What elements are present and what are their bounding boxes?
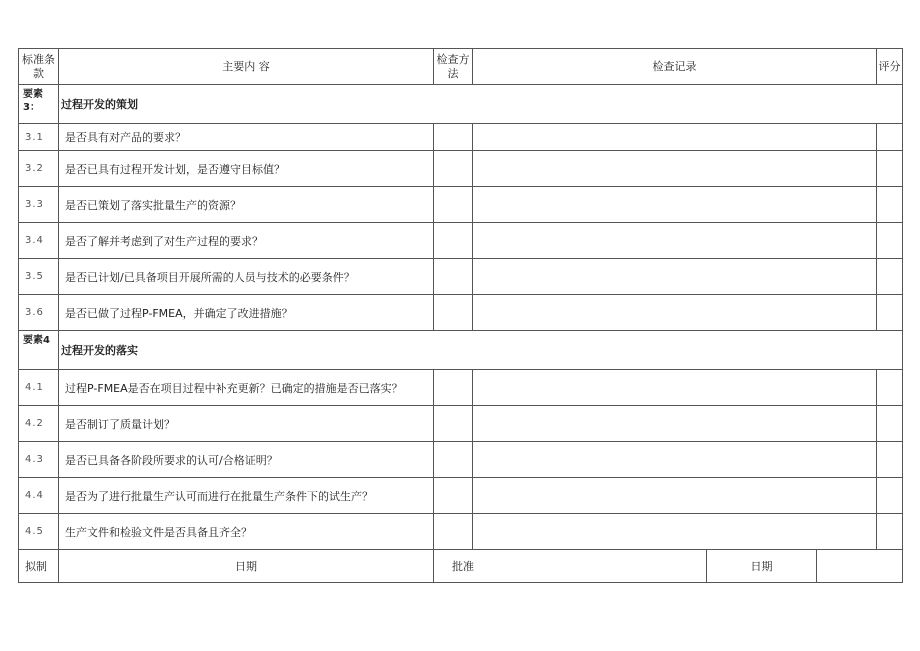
table-row bbox=[19, 442, 903, 478]
header-clause: 标准条款 bbox=[19, 49, 59, 85]
item-question: 是否具有对产品的要求？ bbox=[59, 124, 434, 151]
header-row bbox=[19, 49, 903, 85]
table-row bbox=[19, 223, 903, 259]
record-cell[interactable] bbox=[473, 187, 877, 223]
section-row bbox=[19, 85, 903, 124]
record-cell[interactable] bbox=[473, 151, 877, 187]
approved-date-field[interactable] bbox=[817, 550, 903, 583]
item-number: 3.6 bbox=[19, 295, 59, 331]
table-row bbox=[19, 406, 903, 442]
item-number: 4.5 bbox=[19, 514, 59, 550]
table-row bbox=[19, 151, 903, 187]
record-cell[interactable] bbox=[473, 259, 877, 295]
record-cell[interactable] bbox=[473, 514, 877, 550]
score-cell[interactable] bbox=[877, 259, 903, 295]
score-cell[interactable] bbox=[877, 295, 903, 331]
item-question: 是否已计划/已具备项目开展所需的人员与技术的必要条件？ bbox=[59, 259, 434, 295]
score-cell[interactable] bbox=[877, 514, 903, 550]
audit-checklist-table bbox=[18, 48, 903, 583]
method-cell[interactable] bbox=[434, 187, 473, 223]
score-cell[interactable] bbox=[877, 478, 903, 514]
score-cell[interactable] bbox=[877, 370, 903, 406]
method-cell[interactable] bbox=[434, 124, 473, 151]
score-cell[interactable] bbox=[877, 187, 903, 223]
section-code: 要素4 bbox=[19, 331, 59, 370]
method-cell[interactable] bbox=[434, 406, 473, 442]
item-number: 4.4 bbox=[19, 478, 59, 514]
table-row bbox=[19, 259, 903, 295]
record-cell[interactable] bbox=[473, 406, 877, 442]
header-method: 检查方法 bbox=[434, 49, 473, 85]
method-cell[interactable] bbox=[434, 478, 473, 514]
item-number: 4.1 bbox=[19, 370, 59, 406]
header-score: 评分 bbox=[877, 49, 903, 85]
header-content: 主要内 容 bbox=[59, 49, 434, 85]
score-cell[interactable] bbox=[877, 124, 903, 151]
item-question: 生产文件和检验文件是否具备且齐全？ bbox=[59, 514, 434, 550]
signature-row bbox=[19, 550, 903, 583]
record-cell[interactable] bbox=[473, 478, 877, 514]
section-row bbox=[19, 331, 903, 370]
record-cell[interactable] bbox=[473, 370, 877, 406]
score-cell[interactable] bbox=[877, 406, 903, 442]
item-question: 是否了解并考虑到了对生产过程的要求？ bbox=[59, 223, 434, 259]
score-cell[interactable] bbox=[877, 223, 903, 259]
prepared-label: 拟制 bbox=[19, 550, 59, 583]
item-question: 是否已做了过程P-FMEA，并确定了改进措施？ bbox=[59, 295, 434, 331]
method-cell[interactable] bbox=[434, 151, 473, 187]
section-title: 过程开发的落实 bbox=[59, 331, 903, 370]
score-cell[interactable] bbox=[877, 442, 903, 478]
item-number: 3.2 bbox=[19, 151, 59, 187]
record-cell[interactable] bbox=[473, 442, 877, 478]
table-row bbox=[19, 514, 903, 550]
table-row bbox=[19, 295, 903, 331]
item-number: 4.3 bbox=[19, 442, 59, 478]
approved-label: 批准 bbox=[434, 550, 707, 583]
item-number: 3.4 bbox=[19, 223, 59, 259]
table-row bbox=[19, 124, 903, 151]
method-cell[interactable] bbox=[434, 259, 473, 295]
record-cell[interactable] bbox=[473, 295, 877, 331]
item-question: 是否已策划了落实批量生产的资源？ bbox=[59, 187, 434, 223]
table-row bbox=[19, 478, 903, 514]
item-number: 3.1 bbox=[19, 124, 59, 151]
item-number: 3.5 bbox=[19, 259, 59, 295]
item-question: 是否为了进行批量生产认可而进行在批量生产条件下的试生产？ bbox=[59, 478, 434, 514]
item-question: 是否已具有过程开发计划，是否遵守目标值？ bbox=[59, 151, 434, 187]
approved-date-label: 日期 bbox=[707, 550, 817, 583]
section-title: 过程开发的策划 bbox=[59, 85, 903, 124]
prepared-date-label: 日期 bbox=[59, 550, 434, 583]
item-number: 4.2 bbox=[19, 406, 59, 442]
record-cell[interactable] bbox=[473, 223, 877, 259]
item-question: 是否制订了质量计划？ bbox=[59, 406, 434, 442]
method-cell[interactable] bbox=[434, 514, 473, 550]
section-code: 要素3： bbox=[19, 85, 59, 124]
method-cell[interactable] bbox=[434, 223, 473, 259]
header-record: 检查记录 bbox=[473, 49, 877, 85]
method-cell[interactable] bbox=[434, 442, 473, 478]
item-question: 是否已具备各阶段所要求的认可/合格证明？ bbox=[59, 442, 434, 478]
table-row bbox=[19, 370, 903, 406]
item-number: 3.3 bbox=[19, 187, 59, 223]
method-cell[interactable] bbox=[434, 295, 473, 331]
item-question: 过程P-FMEA是否在项目过程中补充更新？已确定的措施是否已落实？ bbox=[59, 370, 434, 406]
score-cell[interactable] bbox=[877, 151, 903, 187]
record-cell[interactable] bbox=[473, 124, 877, 151]
method-cell[interactable] bbox=[434, 370, 473, 406]
table-row bbox=[19, 187, 903, 223]
